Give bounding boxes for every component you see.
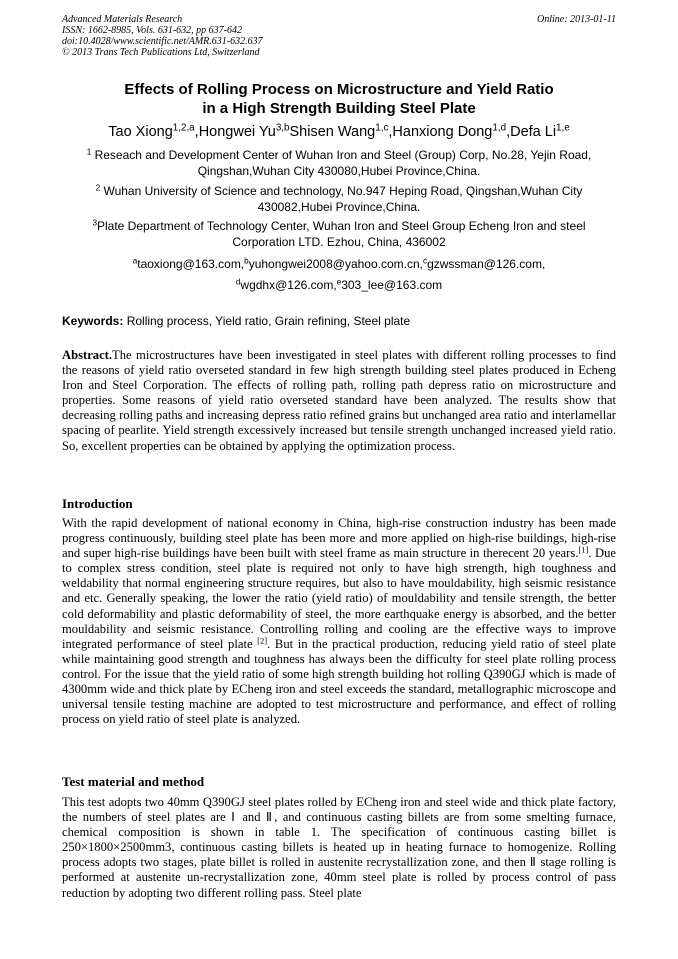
email: $^a$taoxiong@163.com,: [132, 256, 245, 271]
email-line-1: [62, 257, 616, 273]
title-line-2: in a High Strength Building Steel Plate: [202, 100, 476, 117]
abstract-text: The microstructures have been investigated in steel plates with different rolling processes to find the reasons of yield ratio overseted standard in few high strength building steel plates produced in Echeng Iron and Steel Corporation. The effects of rolling path, rolling path depress ratio on microstructure and properties. Some reasons of yield ratio overseted standard have been analyzed. The results show that decreasing rolling paths and increasing depress ratio refined grains but unchanged area ratio and interlamellar spacing of pearlite. Yield strength excessively increased but tensile strength unchanged increased yield ratio. So, excellent properties can be obtained by applying the optimization process.: [62, 348, 616, 453]
affiliation-3: $^3$Plate Department of Technology Center, Wuhan Iron and Steel Group Echeng Iron and steel Corporation LTD. Ezhou, China, 436002: [92, 218, 586, 249]
author: Hanxiong Dong$^{1,d}$,: [392, 122, 511, 140]
author: Shisen Wang$^{1,c}$,: [289, 122, 393, 140]
email: $^d$wgdhx@126.com,: [235, 277, 337, 292]
email: $^c$gzwssman@126.com,: [423, 256, 546, 271]
introduction-heading: Introduction: [62, 496, 133, 511]
email: $^e$303_lee@163.com: [336, 277, 443, 292]
online-date: Online: 2013-01-11: [537, 14, 616, 25]
paper-title: [62, 80, 616, 118]
doi-line: doi:10.4028/www.scientific.net/AMR.631-632.637: [62, 36, 263, 47]
keywords-text: Rolling process, Yield ratio, Grain refining, Steel plate: [123, 314, 411, 328]
method-heading: Test material and method: [62, 774, 205, 789]
journal-name: Advanced Materials Research: [62, 14, 183, 25]
abstract-label: Abstract.: [62, 348, 113, 362]
citation-1[interactable]: [1]: [578, 544, 589, 555]
issn-line: ISSN: 1662-8985, Vols. 631-632, pp 637-642: [62, 25, 242, 36]
author: Tao Xiong$^{1,2,a}$,: [108, 122, 199, 140]
email: $^b$yuhongwei2008@yahoo.com.cn,: [244, 256, 423, 271]
title-line-1: Effects of Rolling Process on Microstructure and Yield Ratio: [124, 81, 554, 98]
email-line-2: [62, 278, 616, 294]
author: Defa Li$^{1,e}$: [510, 122, 570, 140]
affiliation-2: $^2$ Wuhan University of Science and technology, No.947 Heping Road, Qingshan,Wuhan City 430082,Hubei Province,China.: [95, 183, 583, 214]
introduction-text: With the rapid development of national economy in China, high-rise construction industry has been made progress continuously, building steel plate has been more and more applied on high-rise buildings, high-rise and super high-rise buildings have been built with steel frame as main structure in therecent 20 years.[1]. Due to complex stress condition, steel plate is required not only to have high strength, high toughness and weldability that normal engineering structure requires, but also to have mouldability, high seismic resistance and etc. Generally speaking, the lower the ratio (yield ratio) of mouldability and tensile strength, the better cold deformability and plastic deformability of steel, the more earthquake energy is absorbed, and the better mouldability and seismic resistance. Controlling rolling and cooling are the effective ways to improve integrated performance of steel plate [2]. But in the practical production, reducing yield ratio of steel plate while maintaining good strength and toughness has always been the difficulty for steel plate rolling process control. For the issue that the yield ratio of some high strength building hot rolling Q390GJ which is made of 4300mm wide and thick plate by ECheng iron and steel exceeds the standard, metallographic microscope and universal tensile testing machine are adopted to test microstructure and performance, and effect of rolling process on yield ratio of steel plate is analyzed.: [62, 516, 616, 727]
keywords: [62, 314, 410, 329]
affiliation-1: $^1$ Reseach and Development Center of Wuhan Iron and Steel (Group) Corp, No.28, Yejin Road, Qingshan,Wuhan City 430080,Hubei Province,China.: [86, 147, 592, 178]
author-list: [62, 123, 616, 141]
method-text: This test adopts two 40mm Q390GJ steel plates rolled by ECheng iron and steel wide and thick plate factory, the numbers of steel plates are Ⅰ and Ⅱ, and continuous casting billets are from some smelting furnace, chemical composition is shown in table 1. The specification of continuous casting billet is 250×1800×2500mm3, continuous casting billets is heated up in heating furnace to homogenize. Rolling process adopts two stages, plate billet is rolled in austenite recrystallization zone, and then Ⅱ stage rolling is performed at austenite un-recrystallization zone, 40mm steel plate is rolled by process control of pass reduction by adopting two different rolling pass. Steel plate: [62, 795, 616, 900]
author: Hongwei Yu$^{3,b}$: [198, 122, 290, 140]
email-list: [62, 257, 616, 293]
citation-2[interactable]: [2]: [257, 635, 268, 646]
keywords-label: Keywords:: [62, 314, 124, 328]
abstract: [62, 348, 616, 454]
journal-header: [62, 14, 263, 58]
copyright-line: © 2013 Trans Tech Publications Ltd, Switzerland: [62, 47, 260, 58]
